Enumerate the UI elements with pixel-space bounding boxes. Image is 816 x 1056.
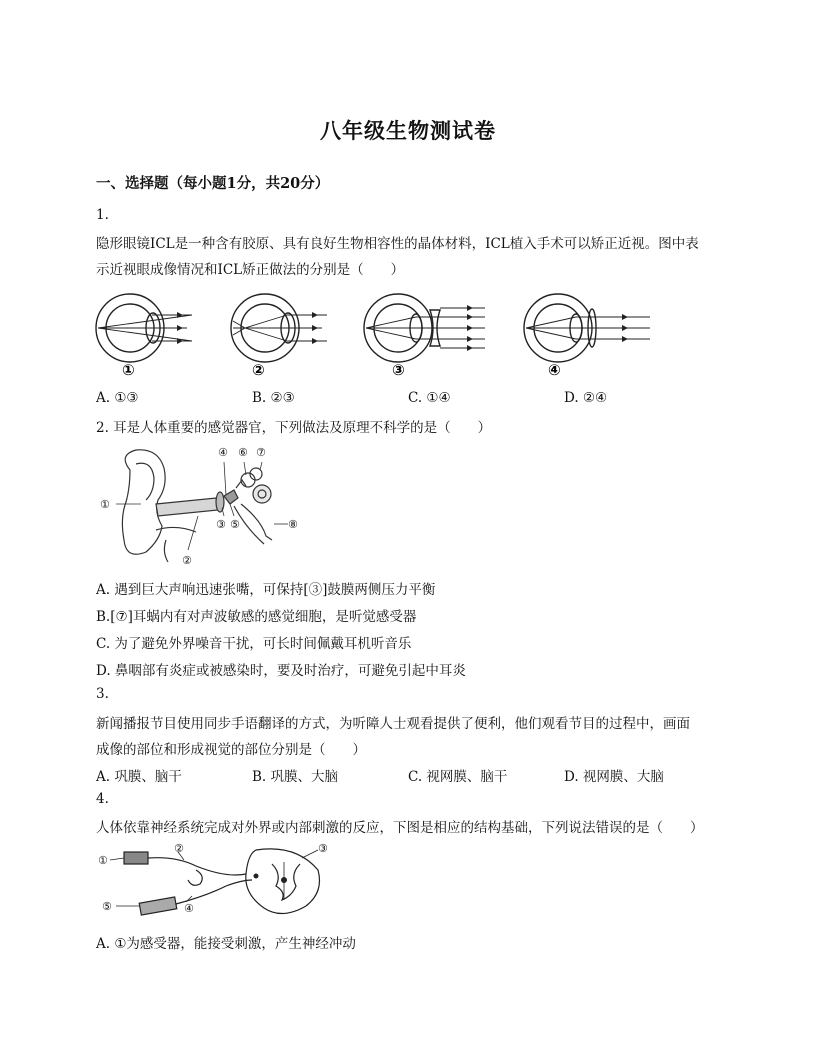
eye-diagram-4 xyxy=(524,294,650,362)
q3-number: 3. xyxy=(96,686,109,702)
ear-label-1: ① xyxy=(100,498,110,511)
reflex-label-3: ③ xyxy=(318,842,328,855)
q3-option-d[interactable]: D. 视网膜、大脑 xyxy=(564,769,664,785)
ear-label-7: ⑦ xyxy=(256,446,266,459)
eye-label-1: ① xyxy=(122,361,135,379)
ear-label-5: ⑤ xyxy=(230,518,240,531)
q4-number: 4. xyxy=(96,791,109,807)
ear-label-3: ③ xyxy=(216,518,226,531)
q4-option-a[interactable]: A. ①为感受器，能接受刺激，产生神经冲动 xyxy=(96,936,356,952)
q4-text: 人体依靠神经系统完成对外界或内部刺激的反应，下图是相应的结构基础，下列说法错误的是（ ） xyxy=(96,820,704,836)
eye-diagram-figure xyxy=(92,285,662,385)
q2-option-a[interactable]: A. 遇到巨大声响迅速张嘴，可保持[③]鼓膜两侧压力平衡 xyxy=(96,582,436,598)
ear-diagram-figure xyxy=(96,440,306,570)
section-heading: 一、选择题（每小题1分，共20分） xyxy=(96,175,330,192)
q1-option-c[interactable]: C. ①④ xyxy=(408,390,451,406)
ear-label-6: ⑥ xyxy=(238,446,248,459)
q2-option-b[interactable]: B.[⑦]耳蜗内有对声波敏感的感觉细胞，是听觉感受器 xyxy=(96,609,417,625)
q1-option-d[interactable]: D. ②④ xyxy=(564,390,608,406)
q1-option-b[interactable]: B. ②③ xyxy=(252,390,295,406)
eye-label-3: ③ xyxy=(392,361,405,379)
q2-option-c[interactable]: C. 为了避免外界噪音干扰，可长时间佩戴耳机听音乐 xyxy=(96,636,412,652)
q3-text-line1: 新闻播报节目使用同步手语翻译的方式，为听障人士观看提供了便利，他们观看节目的过程中，画面 xyxy=(96,716,690,732)
q1-text-line2: 示近视眼成像情况和ICL矫正做法的分别是（ ） xyxy=(96,262,405,278)
ear-label-2: ② xyxy=(182,554,192,567)
reflex-label-5: ⑤ xyxy=(102,900,112,913)
q3-option-c[interactable]: C. 视网膜、脑干 xyxy=(408,769,508,785)
q3-option-b[interactable]: B. 巩膜、大脑 xyxy=(252,769,339,785)
ear-label-4: ④ xyxy=(218,446,228,459)
page-title: 八年级生物测试卷 xyxy=(320,118,496,143)
reflex-label-4: ④ xyxy=(184,902,194,915)
eye-label-2: ② xyxy=(252,361,265,379)
q1-number: 1. xyxy=(96,207,109,223)
eye-label-4: ④ xyxy=(548,361,561,379)
q3-option-a[interactable]: A. 巩膜、脑干 xyxy=(96,769,182,785)
eye-diagram-3 xyxy=(364,294,485,362)
q3-text-line2: 成像的部位和形成视觉的部位分别是（ ） xyxy=(96,742,366,758)
q2-text: 2. 耳是人体重要的感觉器官，下列做法及原理不科学的是（ ） xyxy=(96,420,492,436)
q2-option-d[interactable]: D. 鼻咽部有炎症或被感染时，要及时治疗，可避免引起中耳炎 xyxy=(96,663,466,679)
reflex-label-2: ② xyxy=(174,842,184,855)
reflex-arc-figure xyxy=(96,840,336,920)
reflex-label-1: ① xyxy=(98,854,108,867)
ear-label-8: ⑧ xyxy=(288,518,298,531)
q1-option-a[interactable]: A. ①③ xyxy=(96,390,139,406)
q1-text-line1: 隐形眼镜ICL是一种含有胶原、具有良好生物相容性的晶体材料，ICL植入手术可以矫正近视。图中表 xyxy=(96,236,699,252)
